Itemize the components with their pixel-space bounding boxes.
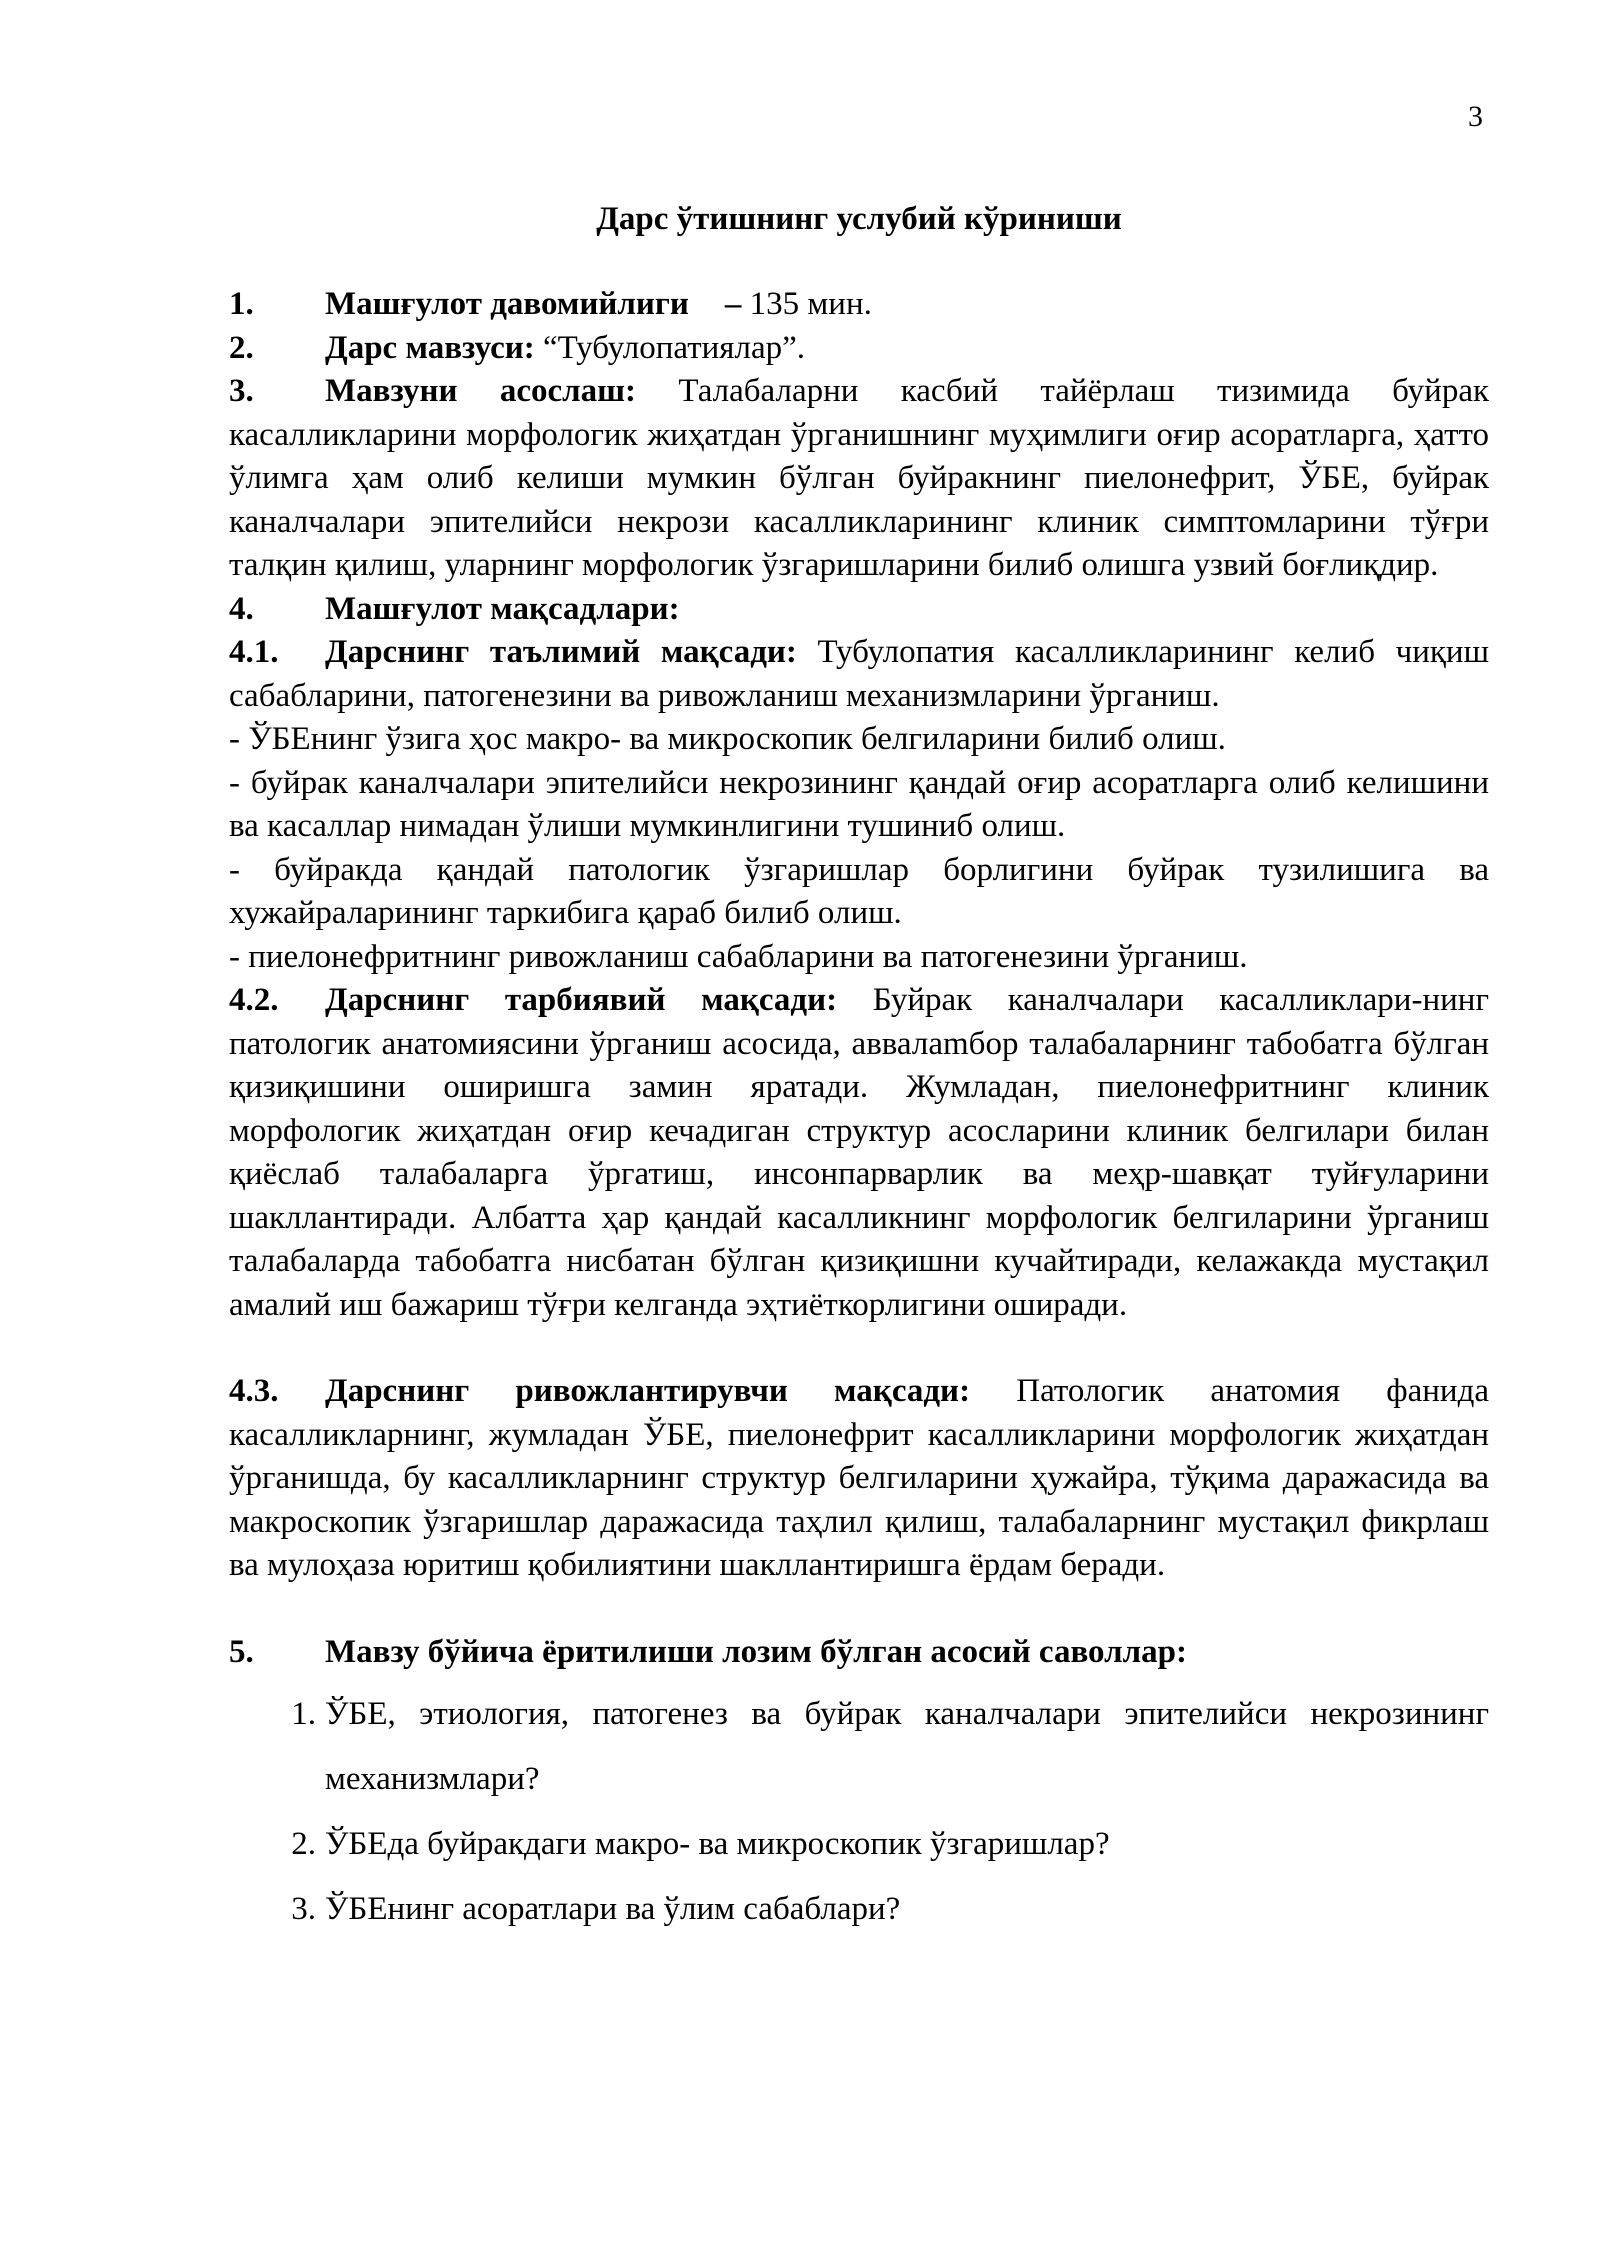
questions-list bbox=[229, 1682, 1489, 1942]
section-2-text: “Тубулопатиялар”. bbox=[534, 329, 805, 366]
section-3-label: Мавзуни асослаш: bbox=[325, 373, 637, 409]
section-4-number: 4. bbox=[229, 590, 254, 627]
section-1-text: 135 мин. bbox=[741, 286, 872, 322]
spacer bbox=[229, 1327, 1489, 1370]
document-body bbox=[229, 198, 1489, 1942]
section-3-number: 3. bbox=[229, 373, 254, 409]
section-4-1-text: Тубулопатия касалликларининг келиб чиқиш сабабларини, патогенезини ва ривожланиш механизмларини ўрганиш. bbox=[229, 634, 1489, 714]
section-3-text: Талабаларни касбий тайёрлаш тизимида буйрак касалликларини морфологик жиҳатдан ўрганишнинг муҳимлиги оғир асоратларга, ҳатто ўлимга ҳам олиб келиши мумкин бўлган буйракнинг пиелонефрит, ЎБЕ, буйрак каналчалари эпителийси некрози касалликларининг клиник симптомларини тўғри талқин қилиш, уларнинг морфологик ўзгаришларини билиб олишга узвий боғлиқдир. bbox=[229, 373, 1489, 583]
section-4-3-text: Патологик анатомия фанида касалликларнинг, жумладан ЎБЕ, пиелонефрит касалликларини морфологик жиҳатдан ўрганишда, бу касалликларнинг структур белгиларини ҳужайра, тўқима даражасида ва макроскопик ўзгаришлар даражасида таҳлил қилиш, талабаларнинг мустақил фикрлаш ва мулоҳаза юритиш қобилиятини шакллантиришга ёрдам беради. bbox=[229, 1373, 1490, 1583]
question-item bbox=[291, 1812, 1489, 1877]
question-text: ЎБЕда буйракдаги макро- ва микроскопик ўзгаришлар? bbox=[325, 1826, 1110, 1862]
section-5-number: 5. bbox=[229, 1633, 254, 1670]
section-4-3 bbox=[229, 1370, 1489, 1588]
section-4-2-label: Дарснинг тарбиявий мақсади: bbox=[325, 982, 838, 1018]
section-4-3-label: Дарснинг ривожлантирувчи мақсади: bbox=[325, 1373, 971, 1409]
list-item: - буйракда қандай патологик ўзгаришлар борлигини буйрак тузилишига ва хужайраларининг таркибига қараб билиб олиш. bbox=[229, 851, 1489, 931]
section-4 bbox=[229, 588, 1489, 632]
section-2-number: 2. bbox=[229, 329, 254, 366]
section-4-1 bbox=[229, 631, 1489, 718]
section-5-label: Мавзу бўйича ёритилиши лозим бўлган асосий саволлар: bbox=[325, 1633, 1187, 1670]
section-4-2 bbox=[229, 979, 1489, 1327]
list-item: - буйрак каналчалари эпителийси некрозининг қандай оғир асоратларга олиб келишини ва касаллар нимадан ўлиши мумкинлигини тушиниб олиш. bbox=[229, 764, 1489, 844]
question-text: ЎБЕ, этиология, патогенез ва буйрак каналчалари эпителийси некрозининг механизмлари? bbox=[325, 1696, 1489, 1797]
question-text: ЎБЕнинг асоратлари ва ўлим сабаблари? bbox=[325, 1891, 901, 1927]
list-item: - пиелонефритнинг ривожланиш сабабларини ва патогенезини ўрганиш. bbox=[229, 938, 1248, 975]
spacer bbox=[229, 1588, 1489, 1631]
question-number: 1. bbox=[291, 1696, 316, 1732]
question-item bbox=[291, 1877, 1489, 1942]
section-1 bbox=[229, 283, 1489, 327]
page-title: Дарс ўтишнинг услубий кўриниши bbox=[596, 201, 1122, 237]
section-1-number: 1. bbox=[229, 286, 254, 322]
section-3 bbox=[229, 370, 1489, 588]
question-item bbox=[291, 1682, 1489, 1812]
section-1-dash: – bbox=[724, 286, 742, 322]
section-4-1-number: 4.1. bbox=[229, 634, 279, 670]
section-4-1-label: Дарснинг таълимий мақсади: bbox=[325, 634, 797, 670]
section-4-2-number: 4.2. bbox=[229, 982, 279, 1018]
section-1-label: Машғулот давомийлиги bbox=[325, 286, 689, 322]
list-item: - ЎБЕнинг ўзига ҳос макро- ва микроскопик белгиларини билиб олиш. bbox=[229, 721, 1226, 757]
section-4-2-text: Буйрак каналчалари касалликлари-нинг патологик анатомиясини ўрганиш асосида, аввалamбор талабаларнинг табобатга бўлган қизиқишини оширишга замин яратади. Жумладан, пиелонефритнинг клиник морфологик жиҳатдан оғир кечадиган структур асосларини клиник белгилари билан қиёслаб талабаларга ўргатиш, инсонпарварлик ва меҳр-шавқат туйғуларини шакллантиради. Албатта ҳар қандай касалликнинг морфологик белгиларини ўрганиш талабаларда табобатга нисбатан бўлган қизиқишни кучайтиради, келажакда мустақил амалий иш бажариш тўғри келганда эҳтиёткорлигини оширади. bbox=[229, 982, 1489, 1323]
page-number: 3 bbox=[1468, 100, 1483, 133]
section-2 bbox=[229, 327, 1489, 371]
section-2-label: Дарс мавзуси: bbox=[325, 329, 535, 366]
section-4-label: Машғулот мақсадлари: bbox=[325, 590, 680, 627]
section-4-3-number: 4.3. bbox=[229, 1373, 279, 1409]
section-5 bbox=[229, 1631, 1489, 1675]
question-number: 3. bbox=[291, 1891, 316, 1927]
question-number: 2. bbox=[291, 1826, 316, 1862]
